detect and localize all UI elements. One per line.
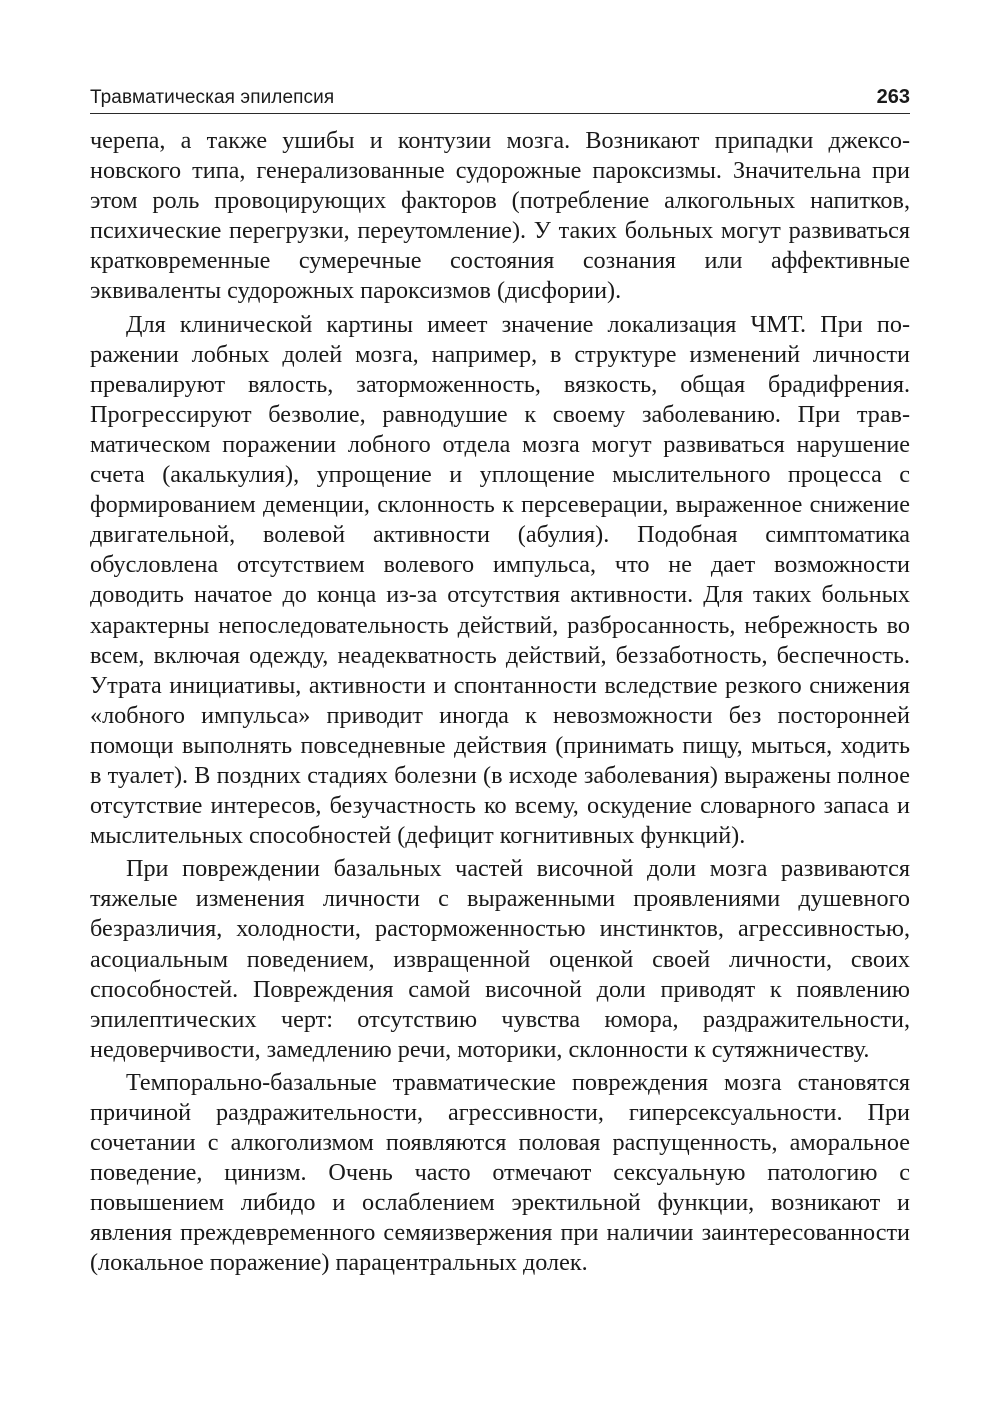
- running-title: Травматическая эпилепсия: [90, 87, 335, 108]
- paragraph-temporal-lobe: При повреждении базальных частей височной доли мозга развиваются тяжелые изменения личности с выраженными проявлениями душевного безразличия, холодности, расторможенностью инстинктов, агрессивностью, асоциальным поведением, извращенной оценкой своей личности, своих способностей. Повреждения самой височной доли приводят к появлению эпилептических черт: отсутствию чувства юмора, раздражительности, недоверчивости, замедлению речи, моторики, склонности к сутяжничеству.: [90, 855, 910, 1063]
- body-text: [90, 126, 910, 1279]
- book-page: [90, 84, 910, 1282]
- paragraph-temporobasal: Темпорально-базальные травматические повреждения мозга становятся причиной раздражительности, агрессивности, гиперсексуальности. При сочетании с алкоголизмом появляются половая распущенность, аморальное поведение, цинизм. Очень часто отмечают сексуальную патологию с повышением либидо и ослаблением эректильной функции, возникают и явления преждевременного семяизвержения при наличии заинтересованности (локальное поражение) парацентральных долек.: [90, 1068, 910, 1277]
- paragraph-continuation: черепа, а также ушибы и контузии мозга. Возникают припадки джексоновского типа, генерализованные судорожные пароксизмы. Значительна при этом роль провоцирующих факторов (потребление алкогольных напитков, психические перегрузки, переутомление). У таких больных могут развиваться кратковременные сумеречные состояния сознания или аффективные эквиваленты судорожных пароксизмов (дисфории).: [90, 127, 910, 305]
- page-number: 263: [876, 86, 910, 108]
- paragraph-frontal-lobe: Для клинической картины имеет значение локализация ЧМТ. При поражении лобных долей мозга, например, в структуре изменений личности превалируют вялость, заторможенность, вязкость, общая брадифрения. Прогрессируют безволие, равнодушие к своему заболеванию. При травматическом поражении лобного отдела мозга могут развиваться нарушение счета (акалькулия), упрощение и уплощение мыслительного процесса с формированием деменции, склонность к персеверации, выраженное снижение двигательной, волевой активности (абулия). Подобная симптоматика обусловлена отсутствием волевого импульса, что не дает возможности доводить начатое до конца из-за отсутствия активности. Для таких больных характерны непоследовательность действий, разбросанность, небрежность во всем, включая одежду, неадекватность действий, беззаботность, беспечность. Утрата инициативы, активности и спонтанности вследствие резкого снижения «лобного импульса» приводит иногда к невозможности без посторонней помощи выполнять повседневные действия (принимать пищу, мыться, ходить в туалет). В поздних стадиях болезни (в исходе заболевания) выражены полное отсутствие интересов, безучастность ко всему, оскудение словарного запаса и мыслительных способностей (дефицит когнитивных функций).: [90, 310, 910, 850]
- running-header: [90, 84, 910, 114]
